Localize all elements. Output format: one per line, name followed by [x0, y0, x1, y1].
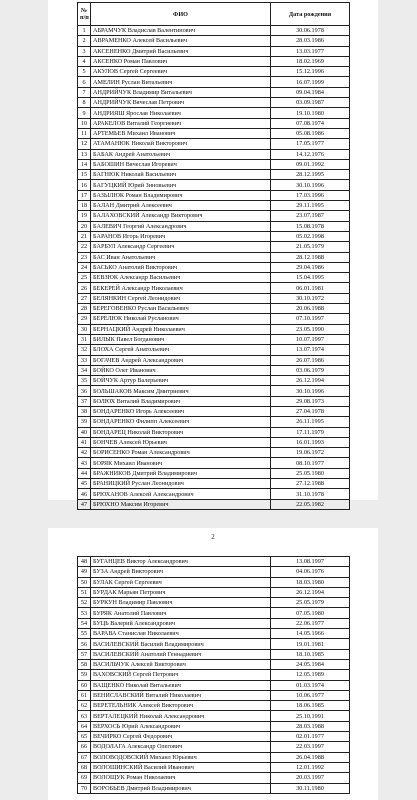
row-number: 23 — [78, 252, 91, 262]
birth-date-cell: 18.06.1985 — [271, 701, 350, 711]
table-row — [78, 376, 350, 386]
full-name-cell: АНДРИЙЧУК Вячеслав Петрович — [91, 98, 271, 108]
full-name-cell: ВАСИЛЕВСКИЙ Анатолий Геннадиевич — [91, 649, 271, 659]
full-name-cell: БИЛЫК Павел Богданович — [91, 334, 271, 344]
row-number: 13 — [78, 149, 91, 159]
full-name-cell: БОРИСЕНКО Роман Александрович — [91, 448, 271, 458]
full-name-cell: ВОДОЛАГА Александр Олегович — [91, 742, 271, 752]
birth-date-cell: 09.04.1984 — [271, 87, 350, 97]
full-name-cell: АВРАМЕНКО Алексей Васильевич — [91, 36, 271, 46]
row-number: 63 — [78, 711, 91, 721]
table-row — [78, 639, 350, 649]
birth-date-cell: 30.11.1980 — [271, 783, 350, 793]
row-number: 46 — [78, 489, 91, 499]
table-row — [78, 649, 350, 659]
birth-date-cell: 26.12.1994 — [271, 376, 350, 386]
birth-date-cell: 28.12.1995 — [271, 170, 350, 180]
birth-date-cell: 30.10.1972 — [271, 293, 350, 303]
row-number: 49 — [78, 567, 91, 577]
table-row — [78, 396, 350, 406]
row-number: 69 — [78, 773, 91, 783]
birth-date-cell: 24.05.1984 — [271, 659, 350, 669]
table-row — [78, 252, 350, 262]
row-number: 70 — [78, 783, 91, 793]
row-number: 5 — [78, 67, 91, 77]
table-row — [78, 458, 350, 468]
full-name-cell: БАЛЕВИЧ Георгий Александрович — [91, 221, 271, 231]
table-row — [78, 437, 350, 447]
birth-date-cell: 04.06.1976 — [271, 567, 350, 577]
table-row — [78, 701, 350, 711]
birth-date-cell: 05.02.1998 — [271, 231, 350, 241]
roster-table-page-2 — [77, 556, 350, 794]
full-name-cell: БОНЧЕВ Алексей Юрьевич — [91, 437, 271, 447]
table-row — [78, 499, 350, 509]
full-name-cell: БАС Иван Анатольевич — [91, 252, 271, 262]
row-number: 16 — [78, 180, 91, 190]
row-number: 66 — [78, 742, 91, 752]
roster-table-page-1 — [77, 2, 350, 510]
row-number: 15 — [78, 170, 91, 180]
table-row — [78, 742, 350, 752]
table-row — [78, 711, 350, 721]
table-row — [78, 406, 350, 416]
table-row — [78, 211, 350, 221]
full-name-cell: БОНДАРЕЦ Николай Викторович — [91, 427, 271, 437]
birth-date-cell: 13.08.1997 — [271, 557, 350, 567]
row-number: 58 — [78, 659, 91, 669]
full-name-cell: ВАСИЛЬЧУК Алексей Викторович — [91, 659, 271, 669]
birth-date-cell: 17.11.1979 — [271, 427, 350, 437]
full-name-cell: БОЙЧУК Артур Валерьевич — [91, 376, 271, 386]
birth-date-cell: 07.08.1974 — [271, 118, 350, 128]
row-number: 43 — [78, 458, 91, 468]
birth-date-cell: 18.02.1969 — [271, 56, 350, 66]
row-number: 28 — [78, 304, 91, 314]
birth-date-cell: 13.07.1974 — [271, 345, 350, 355]
full-name-cell: ВЕРТАЛЕЦКИЙ Николай Александрович — [91, 711, 271, 721]
row-number: 48 — [78, 557, 91, 567]
full-name-cell: БЕВЗЮК Александр Васильевич — [91, 273, 271, 283]
table-row — [78, 36, 350, 46]
table-row — [78, 773, 350, 783]
full-name-cell: АМЕЛИН Руслан Витальевич — [91, 77, 271, 87]
row-number: 68 — [78, 762, 91, 772]
full-name-cell: БАРАНОВ Игорь Игоревич — [91, 231, 271, 241]
full-name-cell: БАЗЫЛЮК Роман Владимирович — [91, 190, 271, 200]
birth-date-cell: 06.01.1981 — [271, 283, 350, 293]
birth-date-cell: 23.07.1987 — [271, 211, 350, 221]
table-row — [78, 762, 350, 772]
row-number: 3 — [78, 46, 91, 56]
table-row — [78, 365, 350, 375]
full-name-cell: БЕЛЯНКИН Сергей Леонидович — [91, 293, 271, 303]
full-name-cell: БУГАНЦЕВ Виктор Александрович — [91, 557, 271, 567]
table-row — [78, 108, 350, 118]
full-name-cell: БАГНЮК Николай Васильевич — [91, 170, 271, 180]
birth-date-cell: 26.04.1988 — [271, 752, 350, 762]
table-row — [78, 417, 350, 427]
row-number: 27 — [78, 293, 91, 303]
table-row — [78, 489, 350, 499]
full-name-cell: ВОЛОЩУК Роман Николаевич — [91, 773, 271, 783]
row-number: 65 — [78, 732, 91, 742]
table-row — [78, 598, 350, 608]
row-number: 6 — [78, 77, 91, 87]
birth-date-cell: 27.12.1988 — [271, 479, 350, 489]
table-row — [78, 427, 350, 437]
birth-date-cell: 17.03.1996 — [271, 190, 350, 200]
table-body-page-2 — [78, 557, 350, 794]
full-name-cell: ВАСИЛЕВСКИЙ Василий Владимирович — [91, 639, 271, 649]
row-number: 56 — [78, 639, 91, 649]
row-number: 51 — [78, 587, 91, 597]
birth-date-cell: 18.03.1980 — [271, 577, 350, 587]
birth-date-cell: 05.08.1986 — [271, 128, 350, 138]
row-number: 40 — [78, 427, 91, 437]
birth-date-cell: 02.01.1977 — [271, 732, 350, 742]
birth-date-cell: 28.12.1988 — [271, 252, 350, 262]
table-row — [78, 479, 350, 489]
birth-date-cell: 16.01.1993 — [271, 437, 350, 447]
table-row — [78, 783, 350, 793]
full-name-cell: БРЮХНО Максим Игоревич — [91, 499, 271, 509]
birth-date-cell: 16.07.1999 — [271, 77, 350, 87]
full-name-cell: БОЙКО Олег Иванович — [91, 365, 271, 375]
full-name-cell: АКСЕНКО Роман Павлович — [91, 56, 271, 66]
birth-date-cell: 08.10.1977 — [271, 458, 350, 468]
table-row — [78, 314, 350, 324]
full-name-cell: АБРАМЧУК Владислав Валентинович — [91, 26, 271, 36]
row-number: 50 — [78, 577, 91, 587]
full-name-cell: БОНДАРЕНКО Филипп Алексеевич — [91, 417, 271, 427]
birth-date-cell: 03.09.1987 — [271, 98, 350, 108]
birth-date-cell: 30.10.1996 — [271, 180, 350, 190]
full-name-cell: АКСЕНЕНКО Дмитрий Васильевич — [91, 46, 271, 56]
full-name-cell: БУРЯК Анатолий Павлович — [91, 608, 271, 618]
header-number: № п/п — [78, 3, 91, 26]
row-number: 30 — [78, 324, 91, 334]
birth-date-cell: 07.10.1997 — [271, 314, 350, 324]
table-row — [78, 721, 350, 731]
full-name-cell: БАБОШИН Вячеслав Игоревич — [91, 159, 271, 169]
full-name-cell: БЕРНАЦКИЙ Андрей Николаевич — [91, 324, 271, 334]
row-number: 20 — [78, 221, 91, 231]
full-name-cell: ВЕНИСЛАВСКИЙ Виталий Николаевич — [91, 690, 271, 700]
birth-date-cell: 21.05.1979 — [271, 242, 350, 252]
table-row — [78, 468, 350, 478]
page-number: 2 — [211, 533, 215, 541]
full-name-cell: БОЛЬШАКОВ Максим Дмитриевич — [91, 386, 271, 396]
table-row — [78, 159, 350, 169]
table-row — [78, 283, 350, 293]
full-name-cell: БУЛАК Сергей Сергеевич — [91, 577, 271, 587]
table-row — [78, 231, 350, 241]
full-name-cell: БРАЖНИКОВ Дмитрий Владимирович — [91, 468, 271, 478]
row-number: 44 — [78, 468, 91, 478]
table-row — [78, 139, 350, 149]
full-name-cell: ВАРАВА Станислав Николаевич — [91, 629, 271, 639]
row-number: 9 — [78, 108, 91, 118]
birth-date-cell: 09.01.1992 — [271, 159, 350, 169]
birth-date-cell: 13.03.1977 — [271, 46, 350, 56]
table-row — [78, 128, 350, 138]
table-row — [78, 98, 350, 108]
full-name-cell: АТАМАНЮК Николай Викторович — [91, 139, 271, 149]
header-full-name: ФИО — [91, 3, 271, 26]
birth-date-cell: 20.03.1997 — [271, 773, 350, 783]
table-row — [78, 334, 350, 344]
row-number: 18 — [78, 201, 91, 211]
document-page-2 — [48, 528, 378, 800]
table-row — [78, 118, 350, 128]
table-row — [78, 608, 350, 618]
row-number: 17 — [78, 190, 91, 200]
table-row — [78, 149, 350, 159]
row-number: 19 — [78, 211, 91, 221]
birth-date-cell: 26.07.1986 — [271, 355, 350, 365]
full-name-cell: АРАКЕЛОВ Виталий Георгиевич — [91, 118, 271, 128]
full-name-cell: БУРКУН Владимир Павлович — [91, 598, 271, 608]
full-name-cell: АНДРИЙЧУК Владимир Витальевич — [91, 87, 271, 97]
row-number: 42 — [78, 448, 91, 458]
full-name-cell: БОГАЧЕВ Андрей Александрович — [91, 355, 271, 365]
table-row — [78, 242, 350, 252]
full-name-cell: БАРБУЛ Александр Сергеевич — [91, 242, 271, 252]
birth-date-cell: 28.03.1986 — [271, 36, 350, 46]
table-row — [78, 386, 350, 396]
table-body-page-1 — [78, 26, 350, 510]
row-number: 32 — [78, 345, 91, 355]
full-name-cell: ВОЛОШИНСКИЙ Василий Иванович — [91, 762, 271, 772]
birth-date-cell: 15.08.1978 — [271, 221, 350, 231]
birth-date-cell: 28.03.1988 — [271, 721, 350, 731]
birth-date-cell: 20.06.1988 — [271, 304, 350, 314]
row-number: 55 — [78, 629, 91, 639]
birth-date-cell: 30.10.1996 — [271, 386, 350, 396]
birth-date-cell: 19.01.1981 — [271, 639, 350, 649]
table-row — [78, 273, 350, 283]
table-row — [78, 670, 350, 680]
full-name-cell: БУРДАК Марьян Петрович — [91, 587, 271, 597]
table-row — [78, 618, 350, 628]
table-row — [78, 46, 350, 56]
table-header-row — [78, 3, 350, 26]
full-name-cell: БОЛЮХ Виталий Владимирович — [91, 396, 271, 406]
birth-date-cell: 07.05.1980 — [271, 608, 350, 618]
row-number: 47 — [78, 499, 91, 509]
row-number: 29 — [78, 314, 91, 324]
row-number: 52 — [78, 598, 91, 608]
birth-date-cell: 03.06.1979 — [271, 365, 350, 375]
table-row — [78, 629, 350, 639]
row-number: 34 — [78, 365, 91, 375]
row-number: 2 — [78, 36, 91, 46]
row-number: 41 — [78, 437, 91, 447]
birth-date-cell: 23.05.1990 — [271, 324, 350, 334]
row-number: 33 — [78, 355, 91, 365]
birth-date-cell: 18.10.1985 — [271, 649, 350, 659]
row-number: 67 — [78, 752, 91, 762]
birth-date-cell: 19.10.1980 — [271, 108, 350, 118]
table-row — [78, 448, 350, 458]
row-number: 14 — [78, 159, 91, 169]
birth-date-cell: 26.11.1995 — [271, 417, 350, 427]
birth-date-cell: 01.03.1974 — [271, 680, 350, 690]
birth-date-cell: 19.06.1972 — [271, 448, 350, 458]
table-row — [78, 567, 350, 577]
full-name-cell: БАЛАН Дмитрий Алексеевич — [91, 201, 271, 211]
row-number: 1 — [78, 26, 91, 36]
row-number: 61 — [78, 690, 91, 700]
row-number: 45 — [78, 479, 91, 489]
birth-date-cell: 10.06.1977 — [271, 690, 350, 700]
row-number: 4 — [78, 56, 91, 66]
full-name-cell: ВАХОВСКИЙ Сергей Петрович — [91, 670, 271, 680]
row-number: 22 — [78, 242, 91, 252]
full-name-cell: БАБАК Андрей Анатольевич — [91, 149, 271, 159]
table-row — [78, 732, 350, 742]
table-row — [78, 587, 350, 597]
table-row — [78, 293, 350, 303]
full-name-cell: АРТЕМЬЕВ Михаил Иванович — [91, 128, 271, 138]
row-number: 24 — [78, 262, 91, 272]
table-row — [78, 190, 350, 200]
row-number: 21 — [78, 231, 91, 241]
birth-date-cell: 22.03.1997 — [271, 742, 350, 752]
row-number: 8 — [78, 98, 91, 108]
birth-date-cell: 29.11.1995 — [271, 201, 350, 211]
table-row — [78, 304, 350, 314]
row-number: 60 — [78, 680, 91, 690]
document-page-1 — [48, 0, 378, 508]
table-row — [78, 324, 350, 334]
table-row — [78, 221, 350, 231]
full-name-cell: БУЗА Андрей Викторович — [91, 567, 271, 577]
full-name-cell: БРЮХАНОВ Алексей Александрович — [91, 489, 271, 499]
full-name-cell: ВЕРХОСЬ Юрий Александрович — [91, 721, 271, 731]
full-name-cell: ВЕРЕТЕЛЬНИК Алексей Викторович — [91, 701, 271, 711]
full-name-cell: БУЦЬ Валерий Александрович — [91, 618, 271, 628]
table-row — [78, 752, 350, 762]
row-number: 7 — [78, 87, 91, 97]
table-row — [78, 262, 350, 272]
birth-date-cell: 15.12.1996 — [271, 67, 350, 77]
full-name-cell: ВОРОБЬЕВ Дмитрий Владимирович — [91, 783, 271, 793]
row-number: 26 — [78, 283, 91, 293]
row-number: 54 — [78, 618, 91, 628]
full-name-cell: БАГУЦКИЙ Юрий Зиновьевич — [91, 180, 271, 190]
table-row — [78, 170, 350, 180]
row-number: 62 — [78, 701, 91, 711]
full-name-cell: ВЕЧИРКО Сергей Федорович — [91, 732, 271, 742]
birth-date-cell: 14.05.1966 — [271, 629, 350, 639]
full-name-cell: БЕКЕРЕЙ Александр Николаевич — [91, 283, 271, 293]
row-number: 10 — [78, 118, 91, 128]
birth-date-cell: 25.05.1979 — [271, 598, 350, 608]
birth-date-cell: 17.05.1977 — [271, 139, 350, 149]
table-row — [78, 659, 350, 669]
full-name-cell: БЛОХА Сергей Анатольевич — [91, 345, 271, 355]
full-name-cell: БЕРЕГОВЕНКО Руслан Васильевич — [91, 304, 271, 314]
full-name-cell: БОНДАРЕНКО Игорь Алексеевич — [91, 406, 271, 416]
table-row — [78, 67, 350, 77]
birth-date-cell: 26.12.1994 — [271, 587, 350, 597]
row-number: 37 — [78, 396, 91, 406]
table-row — [78, 201, 350, 211]
row-number: 38 — [78, 406, 91, 416]
birth-date-cell: 22.05.1982 — [271, 499, 350, 509]
table-row — [78, 577, 350, 587]
table-row — [78, 355, 350, 365]
table-row — [78, 690, 350, 700]
birth-date-cell: 10.07.1997 — [271, 334, 350, 344]
table-row — [78, 680, 350, 690]
table-row — [78, 87, 350, 97]
row-number: 64 — [78, 721, 91, 731]
birth-date-cell: 14.12.1976 — [271, 149, 350, 159]
row-number: 57 — [78, 649, 91, 659]
full-name-cell: БЕРЕЛЮК Николай Русланович — [91, 314, 271, 324]
row-number: 36 — [78, 386, 91, 396]
birth-date-cell: 29.08.1973 — [271, 396, 350, 406]
full-name-cell: ВОЛОВОДОВСКИЙ Михаил Юрьевич — [91, 752, 271, 762]
birth-date-cell: 22.06.1977 — [271, 618, 350, 628]
birth-date-cell: 30.06.1978 — [271, 26, 350, 36]
full-name-cell: БРАНИЦКИЙ Руслан Леонидович — [91, 479, 271, 489]
table-row — [78, 345, 350, 355]
birth-date-cell: 31.10.1978 — [271, 489, 350, 499]
row-number: 25 — [78, 273, 91, 283]
full-name-cell: БАСЬКО Анатолий Викторович — [91, 262, 271, 272]
table-row — [78, 26, 350, 36]
header-birth-date: Дата рождения — [271, 3, 350, 26]
row-number: 31 — [78, 334, 91, 344]
table-row — [78, 56, 350, 66]
full-name-cell: БОРЯК Михаил Иванович — [91, 458, 271, 468]
birth-date-cell: 29.04.1986 — [271, 262, 350, 272]
full-name-cell: БАЛАХОВСКИЙ Александр Викторович — [91, 211, 271, 221]
birth-date-cell: 12.05.1989 — [271, 670, 350, 680]
row-number: 53 — [78, 608, 91, 618]
row-number: 35 — [78, 376, 91, 386]
row-number: 11 — [78, 128, 91, 138]
birth-date-cell: 27.04.1978 — [271, 406, 350, 416]
birth-date-cell: 12.01.1992 — [271, 762, 350, 772]
table-row — [78, 557, 350, 567]
row-number: 59 — [78, 670, 91, 680]
table-row — [78, 77, 350, 87]
full-name-cell: АКУЛОВ Сергей Сергеевич — [91, 67, 271, 77]
row-number: 39 — [78, 417, 91, 427]
row-number: 12 — [78, 139, 91, 149]
full-name-cell: ВАЩЕНКО Николай Витальевич — [91, 680, 271, 690]
table-row — [78, 180, 350, 190]
birth-date-cell: 25.05.1980 — [271, 468, 350, 478]
birth-date-cell: 25.10.1991 — [271, 711, 350, 721]
birth-date-cell: 15.04.1995 — [271, 273, 350, 283]
full-name-cell: АНДРИЯШ Ярослав Николаевич — [91, 108, 271, 118]
